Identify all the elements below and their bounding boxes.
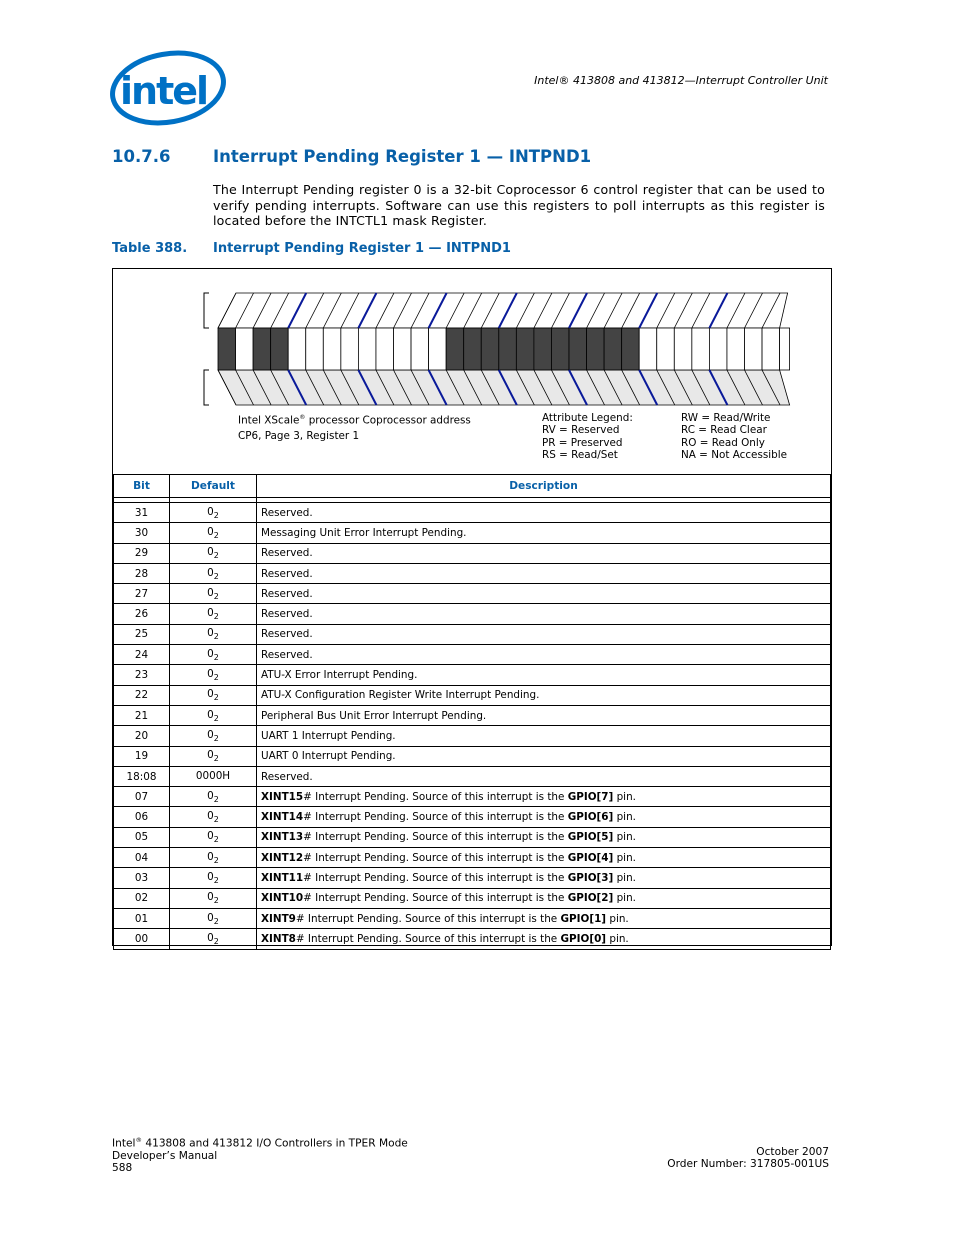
default-cell [170,807,257,827]
description-cell [257,705,831,725]
table-header-row [114,475,831,498]
default-cell [170,584,257,604]
description-text: UART 1 Interrupt Pending. [261,729,396,742]
pin-name: GPIO[5] [567,831,614,844]
default-value: 0 [207,749,214,762]
default-cell [170,888,257,908]
description-cell [257,645,831,665]
table-row [114,624,831,644]
footer-date: October 2007 [756,1146,829,1158]
intel-logo [108,48,228,130]
default-cell [170,645,257,665]
default-value: 0 [207,728,214,741]
table-row [114,888,831,908]
table-row [114,766,831,786]
default-radix: 2 [213,794,219,804]
description-text: # Interrupt Pending. Source of this interrupt is the [303,851,568,864]
default-radix: 2 [213,916,219,926]
default-value: 0 [207,688,214,701]
legend-item: RO = Read Only [681,436,765,449]
default-value: 0 [207,850,214,863]
footer-reg: ® [135,1136,142,1144]
pin-name: GPIO[0] [560,932,607,945]
bit-cell [218,328,236,370]
description-text: Reserved. [261,547,313,560]
default-radix: 2 [213,510,219,520]
description-cell [257,726,831,746]
bit-cell: 23 [114,665,170,685]
bit-cell [604,328,622,370]
bit-cell: 05 [114,827,170,847]
description-text: Reserved. [261,608,313,621]
bit-cell [587,328,605,370]
bit-cell [288,328,306,370]
bit-cell [341,328,359,370]
bit-cell: 20 [114,726,170,746]
bit-cell: 02 [114,888,170,908]
description-cell [257,685,831,705]
default-value: 0000H [195,769,231,782]
default-cell [170,908,257,928]
description-text: # Interrupt Pending. Source of this interrupt is the [303,871,568,884]
bit-cell: 18:08 [114,766,170,786]
default-value: 0 [207,708,214,721]
description-tail: pin. [613,811,636,824]
default-value: 0 [207,830,214,843]
description-cell [257,888,831,908]
table-row [114,908,831,928]
table-row [114,563,831,583]
default-cell [170,604,257,624]
description-cell [257,787,831,807]
bit-cell: 30 [114,523,170,543]
bit-cell: 06 [114,807,170,827]
default-radix: 2 [213,693,219,703]
description-text: # Interrupt Pending. Source of this interrupt is the [303,790,568,803]
default-cell [170,929,257,949]
default-value: 0 [207,546,214,559]
bit-cell [657,328,675,370]
table-row [114,807,831,827]
table-caption [112,241,511,256]
description-cell [257,868,831,888]
default-value: 0 [207,789,214,802]
default-cell [170,705,257,725]
default-radix: 2 [213,754,219,764]
default-cell [170,685,257,705]
default-value: 0 [207,505,214,518]
default-cell [170,523,257,543]
description-text: Reserved. [261,770,313,783]
col-default: Default [170,475,257,498]
bit-cell [551,328,569,370]
description-cell [257,604,831,624]
table-row [114,868,831,888]
description-tail: pin. [613,790,636,803]
description-text: # Interrupt Pending. Source of this interrupt is the [303,811,568,824]
bracket-top [204,293,209,328]
signal-name: XINT15 [261,790,304,803]
description-cell [257,665,831,685]
pin-name: GPIO[4] [567,851,614,864]
bit-cell: 07 [114,787,170,807]
bit-cell [446,328,464,370]
table-row [114,929,831,949]
table-row [114,726,831,746]
bit-cell: 00 [114,929,170,949]
description-text: Peripheral Bus Unit Error Interrupt Pending. [261,709,487,722]
bit-cell [762,328,780,370]
default-cell [170,726,257,746]
bit-cell: 31 [114,503,170,523]
register-table [112,268,832,946]
description-text: UART 0 Interrupt Pending. [261,750,396,763]
default-radix: 2 [213,612,219,622]
description-text: Reserved. [261,628,313,641]
description-cell [257,563,831,583]
signal-name: XINT11 [261,871,304,884]
description-cell [257,584,831,604]
default-value: 0 [207,525,214,538]
footer-brand: Intel [112,1137,136,1150]
bit-cell [464,328,482,370]
address-line1-b: processor Coprocessor address [305,414,471,427]
bit-cell [692,328,710,370]
bit-cell: 01 [114,908,170,928]
default-value: 0 [207,627,214,640]
description-text: Reserved. [261,506,313,519]
default-radix: 2 [213,815,219,825]
bit-cell: 04 [114,848,170,868]
intel-logo-text: intel [120,69,208,113]
footer-right [667,1146,829,1170]
description-cell [257,523,831,543]
default-radix: 2 [213,571,219,581]
table-number: Table 388. [112,241,188,256]
bit-cell [429,328,447,370]
signal-name: XINT8 [261,932,296,945]
default-radix: 2 [213,652,219,662]
description-cell [257,766,831,786]
legend-item: RC = Read Clear [681,424,767,437]
description-tail: pin. [613,871,636,884]
table-row [114,665,831,685]
section-title: Interrupt Pending Register 1 — INTPND1 [213,147,592,166]
table-row [114,503,831,523]
default-value: 0 [207,566,214,579]
bit-cell [674,328,692,370]
description-text: # Interrupt Pending. Source of this interrupt is the [303,831,568,844]
default-value: 0 [207,647,214,660]
table-title: Interrupt Pending Register 1 — INTPND1 [213,241,511,256]
signal-name: XINT14 [261,811,304,824]
description-cell [257,908,831,928]
default-value: 0 [207,891,214,904]
default-cell [170,827,257,847]
bit-cell [622,328,640,370]
bit-cell [306,328,324,370]
bit-cell: 19 [114,746,170,766]
bit-cell [271,328,289,370]
col-description: Description [257,475,831,498]
pin-name: GPIO[2] [567,892,614,905]
description-text: ATU-X Configuration Register Write Interrupt Pending. [261,689,540,702]
default-cell [170,543,257,563]
table-row [114,746,831,766]
bit-cell [534,328,552,370]
default-value: 0 [207,870,214,883]
signal-name: XINT13 [261,831,304,844]
bit-cell: 27 [114,584,170,604]
bit-cell: 21 [114,705,170,725]
default-radix: 2 [213,835,219,845]
address-line1-a: Intel XScale [238,414,300,427]
pin-name: GPIO[7] [567,790,614,803]
pin-name: GPIO[6] [567,811,614,824]
bit-cell [481,328,499,370]
default-radix: 2 [213,875,219,885]
bit-cell: 28 [114,563,170,583]
table-row [114,827,831,847]
table-row [114,787,831,807]
default-value: 0 [207,586,214,599]
default-cell [170,563,257,583]
table-row [114,523,831,543]
bit-cell [569,328,587,370]
description-cell [257,848,831,868]
table-row [114,604,831,624]
default-cell [170,868,257,888]
default-cell [170,503,257,523]
bit-cell [394,328,412,370]
footer-order-number: Order Number: 317805-001US [667,1158,829,1171]
description-cell [257,929,831,949]
default-radix: 2 [213,733,219,743]
col-bit: Bit [114,475,170,498]
default-radix: 2 [213,591,219,601]
bracket-bottom [204,370,209,405]
description-cell [257,827,831,847]
table-row [114,685,831,705]
footer-left [112,1134,408,1174]
default-value: 0 [207,911,214,924]
table-row [114,705,831,725]
default-radix: 2 [213,632,219,642]
description-text: # Interrupt Pending. Source of this interrupt is the [295,932,561,945]
bit-cell: 24 [114,645,170,665]
default-cell [170,665,257,685]
description-text: Reserved. [261,567,313,580]
description-text: Reserved. [261,587,313,600]
pin-name: GPIO[1] [560,912,607,925]
bit-cell: 29 [114,543,170,563]
bit-cell [499,328,517,370]
default-radix: 2 [213,855,219,865]
address-reg-mark: ® [299,414,306,421]
legend-item: PR = Preserved [542,436,623,449]
table-row [114,645,831,665]
default-value: 0 [207,810,214,823]
default-value: 0 [207,607,214,620]
default-value: 0 [207,668,214,681]
bit-cell: 22 [114,685,170,705]
bit-cell [236,328,254,370]
default-radix: 2 [213,936,219,946]
default-radix: 2 [213,673,219,683]
default-radix: 2 [213,530,219,540]
section-number: 10.7.6 [112,147,171,166]
description-tail: pin. [613,831,636,844]
legend-item: NA = Not Accessible [681,449,788,462]
signal-name: XINT9 [261,912,296,925]
address-line2: CP6, Page 3, Register 1 [238,429,360,442]
description-cell [257,746,831,766]
attribute-legend-2 [681,412,787,462]
page-number: 588 [112,1161,133,1174]
legend-item: RW = Read/Write [681,412,771,424]
bit-cell [323,328,341,370]
signal-name: XINT12 [261,851,304,864]
description-text: # Interrupt Pending. Source of this interrupt is the [303,892,568,905]
bit-cell: 25 [114,624,170,644]
bit-cell [639,328,657,370]
bit-cell [376,328,394,370]
table-row [114,848,831,868]
legend-item: Attribute Legend: [542,412,633,424]
bit-cell: 03 [114,868,170,888]
bit-cell [358,328,376,370]
default-cell [170,766,257,786]
default-cell [170,746,257,766]
bit-cell [745,328,763,370]
default-radix: 2 [213,713,219,723]
description-cell [257,543,831,563]
description-text: Reserved. [261,648,313,661]
default-cell [170,624,257,644]
coprocessor-address [238,412,471,442]
description-tail: pin. [606,912,629,925]
bit-cell [709,328,727,370]
signal-name: XINT10 [261,892,304,905]
right-edge [780,328,790,370]
description-tail: pin. [606,932,629,945]
default-value: 0 [207,931,214,944]
bit-cell [727,328,745,370]
description-tail: pin. [613,892,636,905]
legend-item: RS = Read/Set [542,449,618,462]
description-cell [257,807,831,827]
pin-name: GPIO[3] [567,871,614,884]
default-radix: 2 [213,896,219,906]
description-text: ATU-X Error Interrupt Pending. [261,669,418,682]
bit-cell: 26 [114,604,170,624]
default-radix: 2 [213,551,219,561]
description-text: Messaging Unit Error Interrupt Pending. [261,526,467,539]
default-cell [170,848,257,868]
bit-cell [411,328,429,370]
bit-cell [253,328,271,370]
description-cell [257,503,831,523]
attribute-legend [542,412,633,462]
running-header: Intel® 413808 and 413812—Interrupt Controller Unit [534,74,828,87]
description-cell [257,624,831,644]
table-row [114,584,831,604]
section-heading [112,147,591,166]
footer-product: 413808 and 413812 I/O Controllers in TPER Mode [141,1137,408,1150]
body-paragraph: The Interrupt Pending register 0 is a 32-bit Coprocessor 6 control register that can be used to verify pending interrupts. Software can use this registers to poll interrupts as this register is located before the INTCTL1 mask Register. [213,182,825,229]
bit-field-table [113,474,831,950]
description-tail: pin. [613,851,636,864]
bit-cell [516,328,534,370]
default-cell [170,787,257,807]
footer-manual: Developer’s Manual [112,1149,218,1162]
legend-item: RV = Reserved [542,424,620,437]
description-text: # Interrupt Pending. Source of this interrupt is the [295,912,561,925]
table-row [114,543,831,563]
